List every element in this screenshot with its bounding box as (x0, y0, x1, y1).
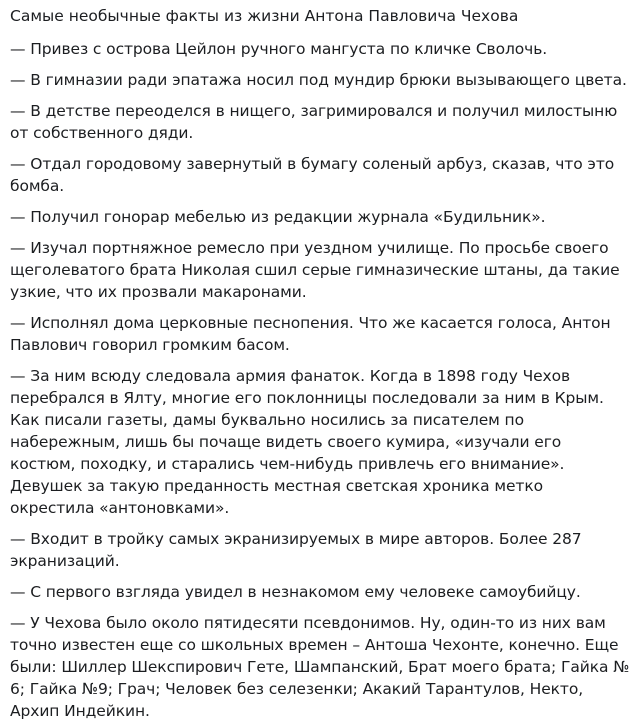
fact-item: — За ним всюду следовала армия фанаток. Когда в 1898 году Чехов перебрался в Ялту, многие его поклонницы последовали за ним в Крым. Как писали газеты, дамы буквально носились за писателем по набережным, лишь бы почаще видеть своего кумира, «изучали его костюм, походку, и старались чем-нибудь привлечь его внимание». Девушек за такую преданность местная светская хроника метко окрестила «антоновками». (10, 367, 604, 517)
document-title: Самые необычные факты из жизни Антона Павловича Чехова (10, 7, 519, 25)
fact-item: — С первого взгляда увидел в незнакомом ему человеке самоубийцу. (10, 583, 581, 601)
fact-item: — Входит в тройку самых экранизируемых в мире авторов. Более 287 экранизаций. (10, 530, 582, 570)
fact-item: — Получил гонорар мебелью из редакции журнала «Будильник». (10, 208, 546, 226)
facts-list (10, 38, 630, 722)
fact-item: — У Чехова было около пятидесяти псевдонимов. Ну, один-то из них вам точно известен еще со школьных времен – Антоша Чехонте, конечно. Еще были: Шиллер Шекспирович Гете, Шампанский, Брат моего брата; Гайка № 6; Гайка №9; Грач; Человек без селезенки; Акакий Тарантулов, Некто, Архип Индейкин. (10, 614, 630, 720)
fact-item: — Изучал портняжное ремесло при уездном училище. По просьбе своего щеголеватого брата Николая сшил серые гимназические штаны, да такие узкие, что их прозвали макаронами. (10, 239, 620, 301)
fact-item: — Исполнял дома церковные песнопения. Что же касается голоса, Антон Павлович говорил громким басом. (10, 314, 611, 354)
fact-item: — Отдал городовому завернутый в бумагу соленый арбуз, сказав, что это бомба. (10, 155, 615, 195)
fact-item: — В детстве переоделся в нищего, загримировался и получил милостыню от собственного дяди. (10, 102, 618, 142)
fact-item: — Привез с острова Цейлон ручного мангуста по кличке Сволочь. (10, 40, 548, 58)
fact-item: — В гимназии ради эпатажа носил под мундир брюки вызывающего цвета. (10, 71, 627, 89)
